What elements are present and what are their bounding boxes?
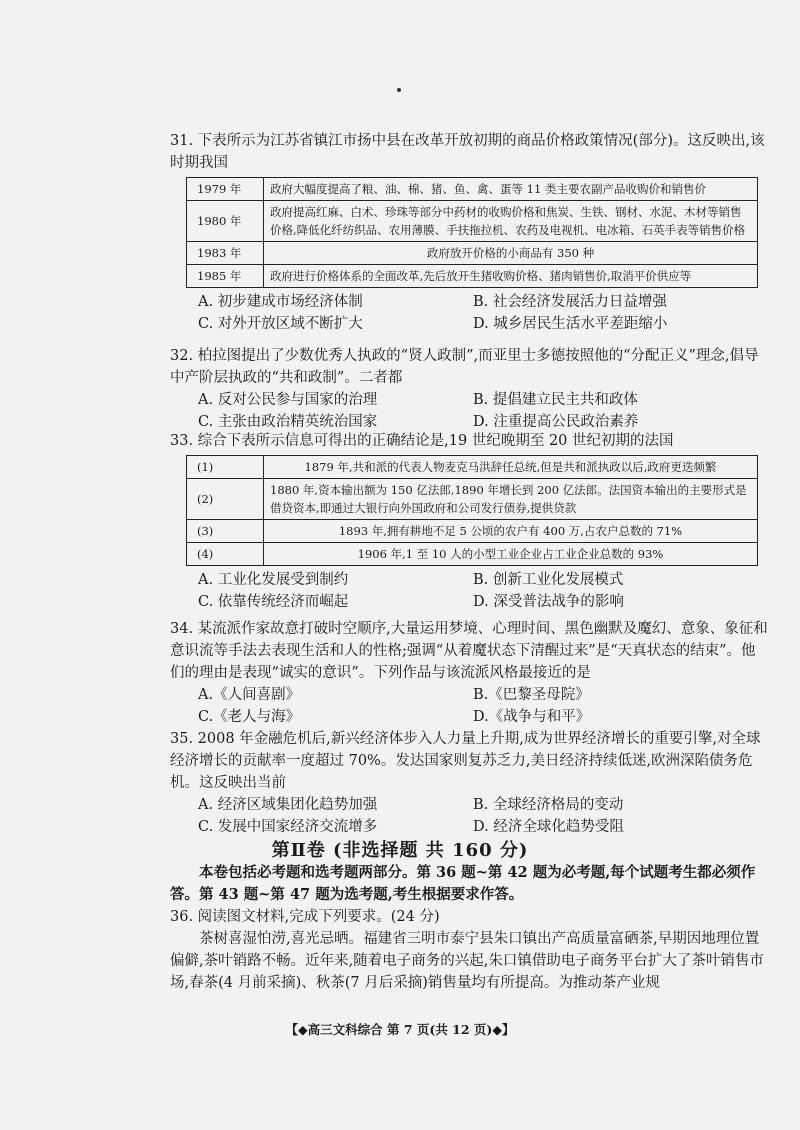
table-cell-text: 政府进行价格体系的全面改革,先后放开生猪收购价格、猪肉销售价,取消平价供应等 [264, 265, 758, 288]
table-cell-text: 政府大幅度提高了粮、油、棉、猪、鱼、禽、蛋等 11 类主要农副产品收购价和销售价 [264, 178, 758, 201]
question-35-options [198, 794, 770, 838]
option-a: A. 初步建成市场经济体制 [198, 294, 363, 310]
question-31-options [198, 291, 770, 335]
option-b: B. 提倡建立民主共和政体 [473, 392, 638, 408]
section-title: 第Ⅱ卷 (非选择题 共 160 分) [271, 840, 529, 861]
table-cell-num: (3) [187, 520, 264, 543]
question-34 [170, 618, 770, 728]
question-33-options [198, 569, 770, 613]
option-a: A. 工业化发展受到制约 [198, 572, 349, 588]
question-32-stem: 32. 柏拉图提出了少数优秀人执政的“贤人政制”,而亚里士多德按照他的“分配正义”理念,倡导中产阶层执政的“共和政制”。二者都 [170, 348, 759, 386]
option-a: A. 反对公民参与国家的治理 [198, 392, 378, 408]
table-row [187, 201, 758, 242]
question-35 [170, 728, 770, 838]
question-31-table [186, 177, 758, 288]
question-32 [170, 345, 770, 433]
table-row [187, 520, 758, 543]
page-footer: 【◆高三文科综合 第 7 页(共 12 页)◆】 [285, 1022, 515, 1037]
table-cell-text: 1893 年,拥有耕地不足 5 公顷的农户有 400 万,占农户总数的 71% [264, 520, 758, 543]
table-cell-text: 1879 年,共和派的代表人物麦克马洪辞任总统,但是共和派执政以后,政府更迭频繁 [264, 456, 758, 479]
table-cell-year: 1980 年 [187, 201, 264, 242]
option-b: B.《巴黎圣母院》 [473, 687, 590, 703]
question-31-stem: 31. 下表所示为江苏省镇江市扬中县在改革开放初期的商品价格政策情况(部分)。这反映出,该时期我国 [170, 133, 765, 171]
table-row [187, 178, 758, 201]
table-cell-year: 1983 年 [187, 242, 264, 265]
option-d: D.《战争与和平》 [473, 709, 591, 725]
option-b: B. 社会经济发展活力日益增强 [473, 294, 667, 310]
option-d: D. 深受普法战争的影响 [473, 594, 624, 610]
option-a: A.《人间喜剧》 [198, 687, 301, 703]
question-36-stem: 36. 阅读图文材料,完成下列要求。(24 分) [170, 909, 440, 925]
table-cell-num: (2) [187, 479, 264, 520]
table-cell-text: 政府提高红麻、白术、珍珠等部分中药材的收购价格和焦炭、生铁、钢材、水泥、木材等销售价格,降低化纤纺织品、农用薄膜、手扶拖拉机、农药及电视机、电冰箱、石英手表等销售价格 [264, 201, 758, 242]
table-cell-text: 政府放开价格的小商品有 350 种 [264, 242, 758, 265]
table-row [187, 242, 758, 265]
table-row [187, 456, 758, 479]
question-33 [170, 430, 770, 613]
question-32-options [198, 389, 770, 433]
question-34-stem: 34. 某流派作家故意打破时空顺序,大量运用梦境、心理时间、黑色幽默及魔幻、意象、象征和意识流等手法去表现生活和人的性格;强调“从着魔状态下清醒过来”是“天真状态的结束”。他们的理由是表现“诚实的意识”。下列作品与该流派风格最接近的是 [170, 621, 768, 681]
question-31 [170, 130, 770, 335]
option-c: C. 依靠传统经济而崛起 [198, 594, 349, 610]
question-34-options [198, 684, 770, 728]
table-cell-num: (1) [187, 456, 264, 479]
scan-speck [397, 88, 401, 92]
question-36-material: 茶树喜湿怕涝,喜光忌晒。福建省三明市泰宁县朱口镇出产高质量富硒茶,早期因地理位置偏僻,茶叶销路不畅。近年来,随着电子商务的兴起,朱口镇借助电子商务平台扩大了茶叶销售市场,春茶(4 月前采摘)、秋茶(7 月后采摘)销售量均有所提高。为推动茶产业规 [170, 931, 764, 991]
table-cell-text: 1906 年,1 至 10 人的小型工业企业占工业企业总数的 93% [264, 543, 758, 566]
option-b: B. 创新工业化发展模式 [473, 572, 624, 588]
table-row [187, 543, 758, 566]
option-b: B. 全球经济格局的变动 [473, 797, 624, 813]
question-33-stem: 33. 综合下表所示信息可得出的正确结论是,19 世纪晚期至 20 世纪初期的法国 [170, 433, 674, 449]
option-d: D. 城乡居民生活水平差距缩小 [473, 316, 668, 332]
question-35-stem: 35. 2008 年金融危机后,新兴经济体步入人力量上升期,成为世界经济增长的重要引擎,对全球经济增长的贡献率一度超过 70%。发达国家则复苏乏力,美日经济持续低迷,欧洲深陷债务危机。这反映出当前 [170, 731, 761, 791]
table-cell-year: 1979 年 [187, 178, 264, 201]
option-c: C. 发展中国家经济交流增多 [198, 819, 378, 835]
table-cell-text: 1880 年,资本输出额为 150 亿法郎,1890 年增长到 200 亿法郎。法国资本输出的主要形式是借贷资本,即通过大银行向外国政府和公司发行债券,提供贷款 [264, 479, 758, 520]
option-d: D. 注重提高公民政治素养 [473, 414, 639, 430]
option-c: C. 对外开放区域不断扩大 [198, 316, 363, 332]
table-row [187, 479, 758, 520]
table-cell-year: 1985 年 [187, 265, 264, 288]
option-c: C. 主张由政治精英统治国家 [198, 414, 378, 430]
question-33-table [186, 455, 758, 566]
option-c: C.《老人与海》 [198, 709, 301, 725]
option-d: D. 经济全球化趋势受阻 [473, 819, 624, 835]
section-intro: 本卷包括必考题和选考题两部分。第 36 题~第 42 题为必考题,每个试题考生都必须作答。第 43 题~第 47 题为选考题,考生根据要求作答。 [170, 864, 756, 903]
table-row [187, 265, 758, 288]
table-cell-num: (4) [187, 543, 264, 566]
option-a: A. 经济区域集团化趋势加强 [198, 797, 378, 813]
